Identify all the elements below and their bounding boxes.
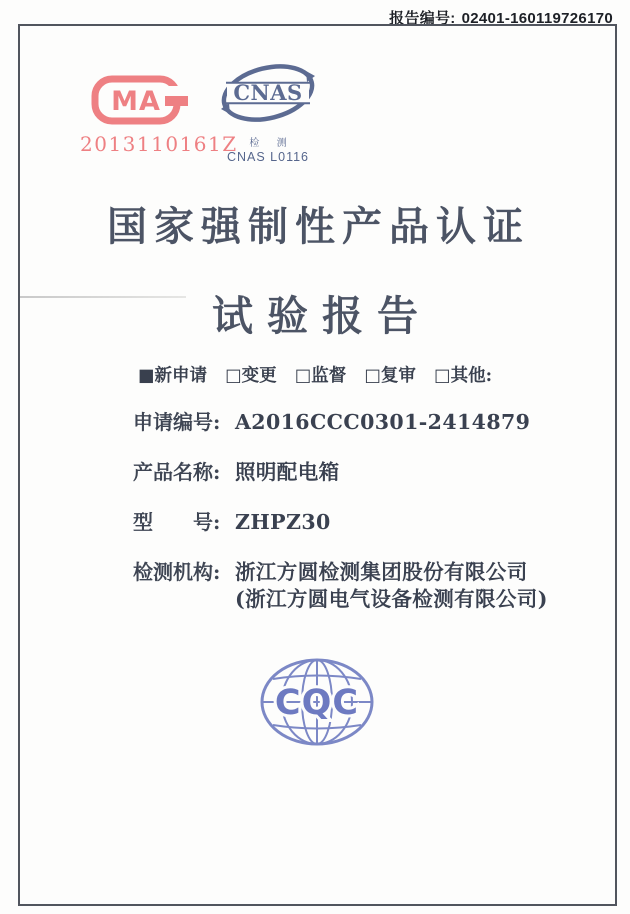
cqc-logo-text: CQC bbox=[274, 683, 360, 723]
cma-logo-block bbox=[80, 74, 238, 156]
checkbox-other: □其他: bbox=[434, 366, 493, 386]
report-number-value: 02401-160119726170 bbox=[461, 10, 613, 27]
main-title: 国家强制性产品认证 bbox=[107, 203, 530, 250]
field-label: 申请编号: bbox=[133, 410, 221, 434]
checkbox-change: □变更 bbox=[225, 366, 277, 386]
field-row-model bbox=[133, 509, 593, 536]
field-value: ZHPZ30 bbox=[235, 510, 331, 534]
cnas-mark-type: 检 测 bbox=[249, 138, 294, 149]
cqc-logo-icon bbox=[258, 656, 376, 748]
field-value bbox=[235, 559, 548, 613]
field-label: 产品名称: bbox=[133, 460, 221, 484]
cnas-lab-number: CNAS L0116 bbox=[226, 150, 310, 164]
sub-title: 试验报告 bbox=[212, 292, 432, 340]
checkbox-new-application: ■新申请 bbox=[137, 366, 208, 386]
checkbox-review: □复审 bbox=[364, 366, 416, 386]
cnas-logo-text: CNAS bbox=[233, 80, 303, 105]
testing-org-primary: 浙江方圆检测集团股份有限公司 bbox=[235, 560, 528, 584]
application-type-checkboxes bbox=[0, 362, 630, 387]
cnas-logo-block bbox=[216, 62, 320, 164]
cma-logo-icon bbox=[90, 74, 190, 126]
field-row-product-name bbox=[133, 459, 593, 486]
field-row-application-number bbox=[133, 409, 593, 436]
cma-cert-number: 2013110161Z bbox=[80, 132, 238, 156]
testing-org-secondary: (浙江方圆电气设备检测有限公司) bbox=[235, 587, 548, 611]
field-value: 照明配电箱 bbox=[235, 460, 340, 484]
cnas-logo-icon bbox=[218, 62, 318, 128]
report-number-label: 报告编号: bbox=[389, 10, 456, 27]
field-label: 型 号: bbox=[133, 510, 221, 534]
field-row-testing-org bbox=[133, 559, 593, 613]
field-list bbox=[133, 409, 593, 636]
field-value: A2016CCC0301-2414879 bbox=[235, 410, 531, 434]
cqc-logo-block bbox=[257, 656, 377, 752]
cma-logo-text: MA bbox=[111, 86, 161, 117]
checkbox-supervision: □监督 bbox=[294, 366, 347, 386]
field-label: 检测机构: bbox=[133, 560, 221, 584]
